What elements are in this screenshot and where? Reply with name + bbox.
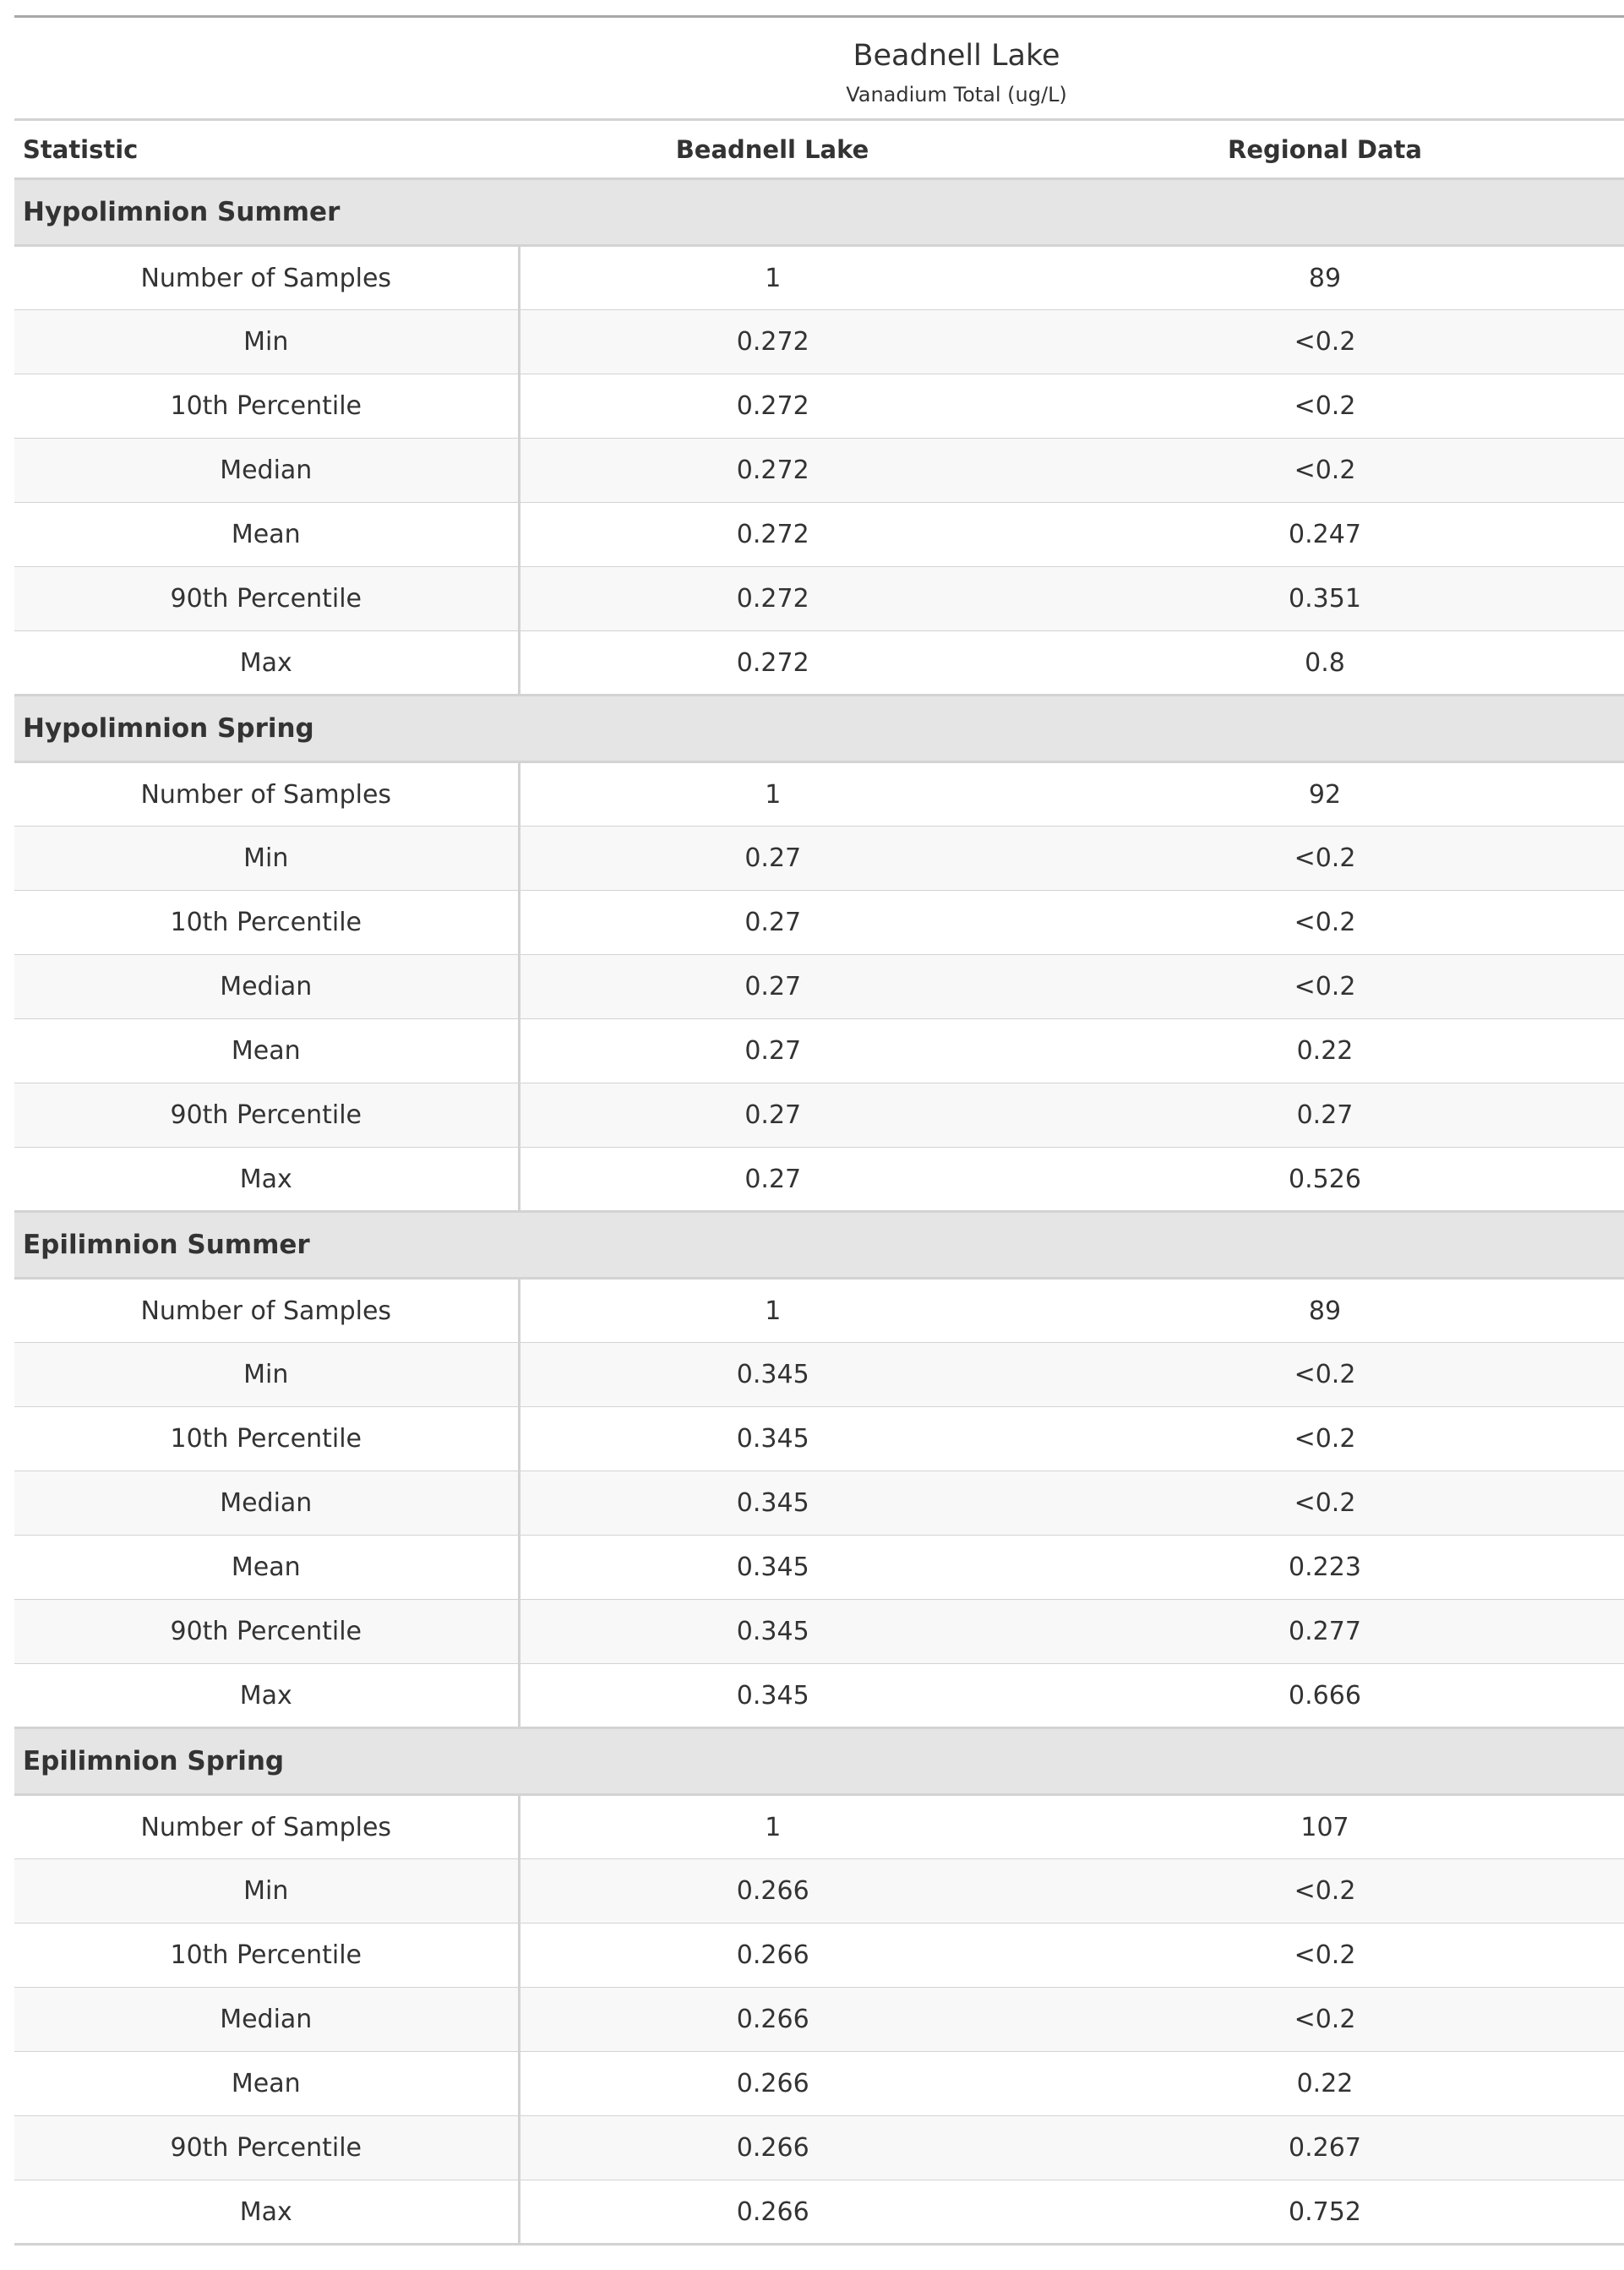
column-header-beadnell-lake: Beadnell Lake xyxy=(519,120,1026,179)
regional-data-cell: 89 xyxy=(1026,246,1624,310)
table-row xyxy=(14,1795,1624,1859)
table-title: Beadnell Lake xyxy=(14,17,1624,76)
table-row xyxy=(14,1923,1624,1988)
table-row xyxy=(14,1988,1624,2052)
table-row xyxy=(14,762,1624,827)
beadnell-lake-cell: 0.345 xyxy=(519,1343,1026,1407)
beadnell-lake-cell: 0.27 xyxy=(519,827,1026,891)
regional-data-cell: <0.2 xyxy=(1026,827,1624,891)
regional-data-cell: 0.247 xyxy=(1026,503,1624,567)
regional-data-cell: <0.2 xyxy=(1026,1407,1624,1471)
column-header-regional-data: Regional Data xyxy=(1026,120,1624,179)
regional-data-cell: <0.2 xyxy=(1026,1471,1624,1536)
statistic-cell: Mean xyxy=(14,1019,519,1083)
statistic-cell: Mean xyxy=(14,503,519,567)
table-subtitle-row xyxy=(14,76,1624,120)
regional-data-cell: <0.2 xyxy=(1026,955,1624,1019)
beadnell-lake-cell: 0.266 xyxy=(519,2052,1026,2116)
regional-data-cell: <0.2 xyxy=(1026,1343,1624,1407)
table-row xyxy=(14,2116,1624,2180)
regional-data-cell: 0.22 xyxy=(1026,2052,1624,2116)
regional-data-cell: 0.526 xyxy=(1026,1148,1624,1212)
regional-data-cell: 89 xyxy=(1026,1279,1624,1343)
statistic-cell: 90th Percentile xyxy=(14,1083,519,1148)
statistic-cell: Max xyxy=(14,2180,519,2245)
statistic-cell: Min xyxy=(14,310,519,374)
group-label: Epilimnion Spring xyxy=(14,1728,1624,1795)
regional-data-cell: <0.2 xyxy=(1026,374,1624,439)
beadnell-lake-cell: 0.266 xyxy=(519,1859,1026,1923)
table-title-row xyxy=(14,17,1624,76)
regional-data-cell: 0.666 xyxy=(1026,1664,1624,1728)
table-row xyxy=(14,1083,1624,1148)
statistic-cell: 90th Percentile xyxy=(14,2116,519,2180)
beadnell-lake-cell: 0.266 xyxy=(519,2116,1026,2180)
beadnell-lake-cell: 0.345 xyxy=(519,1600,1026,1664)
table-row xyxy=(14,310,1624,374)
regional-data-cell: 0.223 xyxy=(1026,1536,1624,1600)
table-row xyxy=(14,1664,1624,1728)
regional-data-cell: <0.2 xyxy=(1026,1923,1624,1988)
statistic-cell: Max xyxy=(14,631,519,696)
table-row xyxy=(14,1471,1624,1536)
beadnell-lake-cell: 0.345 xyxy=(519,1536,1026,1600)
statistic-cell: Median xyxy=(14,439,519,503)
beadnell-lake-cell: 1 xyxy=(519,762,1026,827)
beadnell-lake-cell: 0.27 xyxy=(519,891,1026,955)
regional-data-cell: 107 xyxy=(1026,1795,1624,1859)
statistic-cell: 10th Percentile xyxy=(14,374,519,439)
statistic-cell: 10th Percentile xyxy=(14,1923,519,1988)
statistic-cell: Median xyxy=(14,955,519,1019)
table-row xyxy=(14,2052,1624,2116)
table-row xyxy=(14,503,1624,567)
statistic-cell: 90th Percentile xyxy=(14,1600,519,1664)
statistics-table xyxy=(14,15,1624,2245)
beadnell-lake-cell: 0.345 xyxy=(519,1471,1026,1536)
table-row xyxy=(14,1859,1624,1923)
column-header-row xyxy=(14,120,1624,179)
table-row xyxy=(14,2180,1624,2245)
beadnell-lake-cell: 0.272 xyxy=(519,374,1026,439)
beadnell-lake-cell: 0.27 xyxy=(519,1083,1026,1148)
beadnell-lake-cell: 1 xyxy=(519,246,1026,310)
statistic-cell: Number of Samples xyxy=(14,762,519,827)
table-row xyxy=(14,374,1624,439)
statistic-cell: Min xyxy=(14,1343,519,1407)
table-row xyxy=(14,439,1624,503)
table-row xyxy=(14,1148,1624,1212)
regional-data-cell: <0.2 xyxy=(1026,1859,1624,1923)
beadnell-lake-cell: 1 xyxy=(519,1795,1026,1859)
beadnell-lake-cell: 0.345 xyxy=(519,1407,1026,1471)
column-header-statistic: Statistic xyxy=(14,120,519,179)
beadnell-lake-cell: 1 xyxy=(519,1279,1026,1343)
beadnell-lake-cell: 0.27 xyxy=(519,955,1026,1019)
regional-data-cell: 0.351 xyxy=(1026,567,1624,631)
statistic-cell: Max xyxy=(14,1664,519,1728)
table-row xyxy=(14,891,1624,955)
table-row xyxy=(14,246,1624,310)
group-row xyxy=(14,696,1624,762)
regional-data-cell: 0.267 xyxy=(1026,2116,1624,2180)
table-row xyxy=(14,1407,1624,1471)
statistic-cell: 10th Percentile xyxy=(14,1407,519,1471)
group-row xyxy=(14,1212,1624,1279)
table-row xyxy=(14,1343,1624,1407)
statistic-cell: Mean xyxy=(14,1536,519,1600)
beadnell-lake-cell: 0.266 xyxy=(519,2180,1026,2245)
table-row xyxy=(14,1279,1624,1343)
regional-data-cell: 0.752 xyxy=(1026,2180,1624,2245)
regional-data-cell: 0.277 xyxy=(1026,1600,1624,1664)
regional-data-cell: <0.2 xyxy=(1026,310,1624,374)
table-row xyxy=(14,567,1624,631)
statistic-cell: Min xyxy=(14,1859,519,1923)
statistic-cell: 10th Percentile xyxy=(14,891,519,955)
group-label: Hypolimnion Spring xyxy=(14,696,1624,762)
regional-data-cell: <0.2 xyxy=(1026,1988,1624,2052)
group-label: Epilimnion Summer xyxy=(14,1212,1624,1279)
group-label: Hypolimnion Summer xyxy=(14,179,1624,246)
regional-data-cell: 0.27 xyxy=(1026,1083,1624,1148)
beadnell-lake-cell: 0.272 xyxy=(519,567,1026,631)
table-row xyxy=(14,631,1624,696)
table-row xyxy=(14,1600,1624,1664)
group-row xyxy=(14,179,1624,246)
statistic-cell: Median xyxy=(14,1988,519,2052)
regional-data-cell: <0.2 xyxy=(1026,439,1624,503)
table-row xyxy=(14,955,1624,1019)
regional-data-cell: 0.8 xyxy=(1026,631,1624,696)
statistic-cell: Number of Samples xyxy=(14,1279,519,1343)
beadnell-lake-cell: 0.27 xyxy=(519,1148,1026,1212)
statistic-cell: 90th Percentile xyxy=(14,567,519,631)
regional-data-cell: <0.2 xyxy=(1026,891,1624,955)
beadnell-lake-cell: 0.266 xyxy=(519,1923,1026,1988)
beadnell-lake-cell: 0.272 xyxy=(519,631,1026,696)
regional-data-cell: 0.22 xyxy=(1026,1019,1624,1083)
beadnell-lake-cell: 0.27 xyxy=(519,1019,1026,1083)
beadnell-lake-cell: 0.272 xyxy=(519,503,1026,567)
table-row xyxy=(14,827,1624,891)
beadnell-lake-cell: 0.272 xyxy=(519,439,1026,503)
beadnell-lake-cell: 0.266 xyxy=(519,1988,1026,2052)
table-row xyxy=(14,1536,1624,1600)
table-body xyxy=(14,179,1624,2245)
statistic-cell: Min xyxy=(14,827,519,891)
statistic-cell: Mean xyxy=(14,2052,519,2116)
statistic-cell: Median xyxy=(14,1471,519,1536)
table-row xyxy=(14,1019,1624,1083)
regional-data-cell: 92 xyxy=(1026,762,1624,827)
beadnell-lake-cell: 0.345 xyxy=(519,1664,1026,1728)
beadnell-lake-cell: 0.272 xyxy=(519,310,1026,374)
statistic-cell: Number of Samples xyxy=(14,1795,519,1859)
group-row xyxy=(14,1728,1624,1795)
table-subtitle: Vanadium Total (ug/L) xyxy=(14,76,1624,120)
statistic-cell: Max xyxy=(14,1148,519,1212)
statistic-cell: Number of Samples xyxy=(14,246,519,310)
